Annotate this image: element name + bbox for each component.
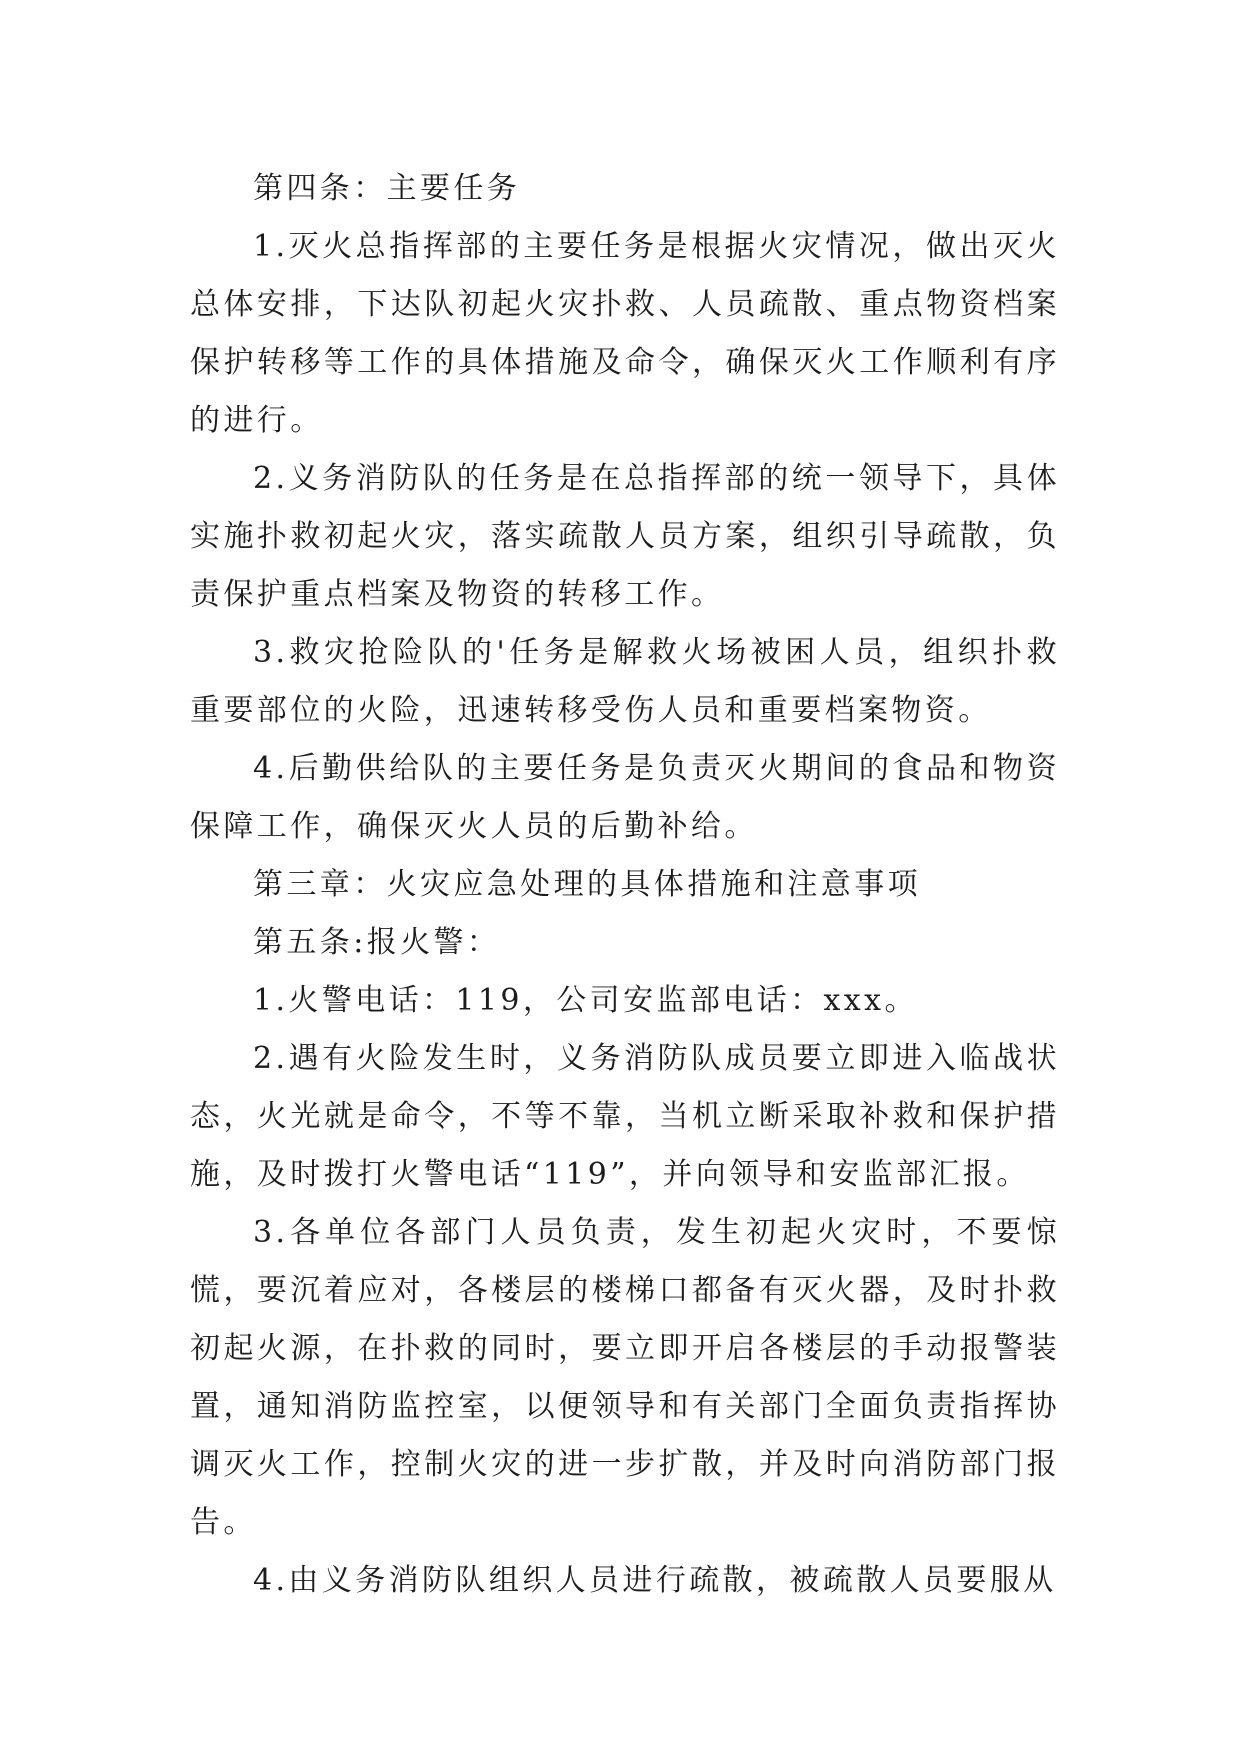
paragraph: 2.遇有火险发生时，义务消防队成员要立即进入临战状态，火光就是命令，不等不靠，当机立断采取补救和保护措施，及时拨打火警电话“119”，并向领导和安监部汇报。 bbox=[190, 1041, 1060, 1192]
paragraph: 1.灭火总指挥部的主要任务是根据火灾情况，做出灭火总体安排，下达队初起火灾扑救、人员疏散、重点物资档案保护转移等工作的具体措施及命令，确保灭火工作顺利有序的进行。 bbox=[190, 229, 1060, 438]
paragraph: 1.火警电话：119，公司安监部电话：xxx。 bbox=[253, 983, 918, 1018]
paragraph: 2.义务消防队的任务是在总指挥部的统一领导下，具体实施扑救初起火灾，落实疏散人员方案，组织引导疏散，负责保护重点档案及物资的转移工作。 bbox=[190, 461, 1060, 612]
paragraph: 3.各单位各部门人员负责，发生初起火灾时，不要惊慌，要沉着应对，各楼层的楼梯口都备有灭火器，及时扑救初起火源，在扑救的同时，要立即开启各楼层的手动报警装置，通知消防监控室，以便领导和有关部门全面负责指挥协调灭火工作，控制火灾的进一步扩散，并及时向消防部门报告。 bbox=[190, 1215, 1060, 1540]
paragraph: 4.后勤供给队的主要任务是负责灭火期间的食品和物资保障工作，确保灭火人员的后勤补给。 bbox=[190, 751, 1060, 844]
document-body bbox=[190, 160, 1060, 1610]
chapter-heading: 第三章：火灾应急处理的具体措施和注意事项 bbox=[253, 867, 921, 902]
paragraph: 4.由义务消防队组织人员进行疏散，被疏散人员要服从 bbox=[253, 1563, 1057, 1598]
article-heading: 第四条：主要任务 bbox=[253, 171, 521, 206]
paragraph: 3.救灾抢险队的'任务是解救火场被困人员，组织扑救重要部位的火险，迅速转移受伤人员和重要档案物资。 bbox=[190, 635, 1060, 728]
article-heading: 第五条:报火警： bbox=[253, 925, 501, 960]
